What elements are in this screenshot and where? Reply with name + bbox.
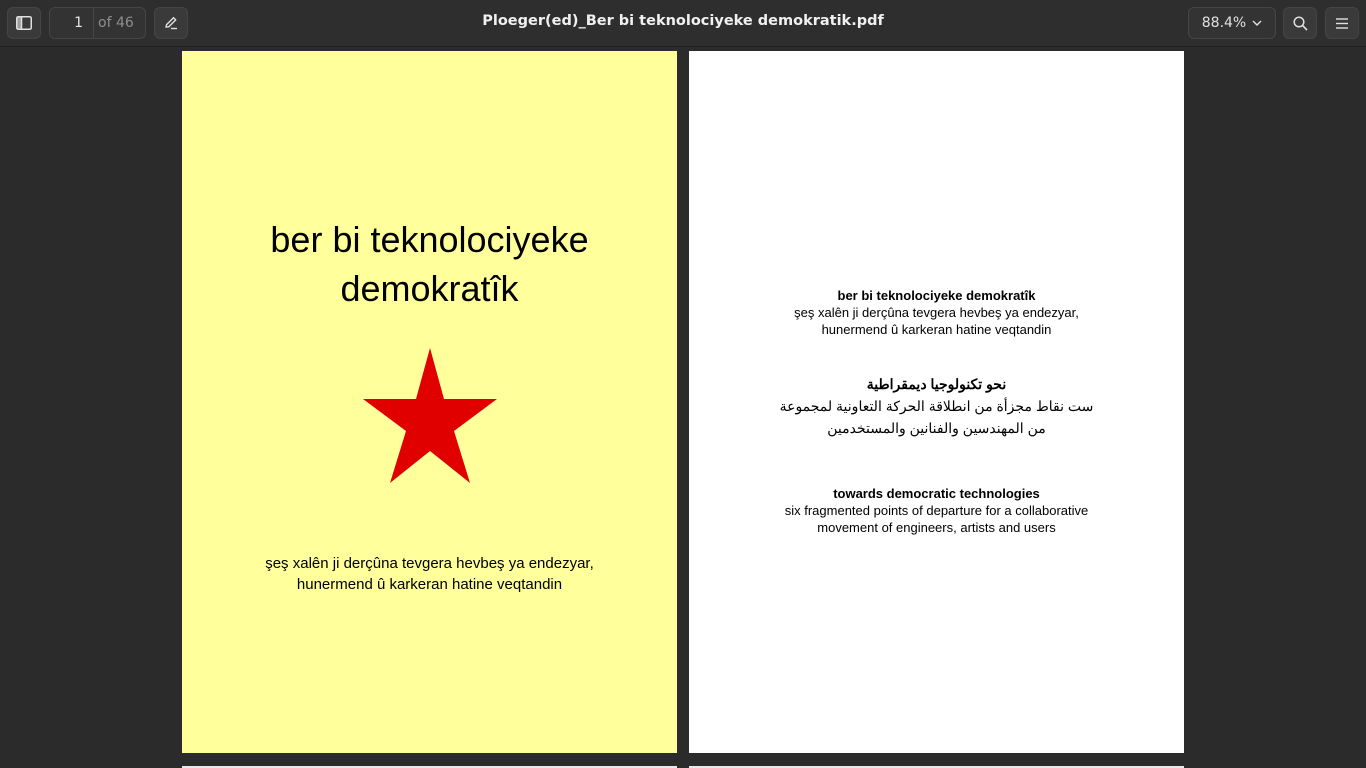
page-total-label: of 46 bbox=[98, 15, 134, 31]
cover-subtitle-line: hunermend û karkeran hatine veqtandin bbox=[296, 576, 563, 593]
arabic-title-block bbox=[689, 373, 1184, 439]
english-heading: towards democratic technologies bbox=[833, 486, 1040, 501]
cover-subtitle-line: şeş xalên ji derçûna tevgera hevbeş ya endezyar, bbox=[265, 555, 594, 572]
search-button[interactable] bbox=[1283, 7, 1317, 39]
pdf-page-title bbox=[689, 51, 1184, 753]
kurdish-heading: ber bi teknolociyeke demokratîk bbox=[837, 288, 1036, 303]
english-line: six fragmented points of departure for a collaborative bbox=[784, 503, 1089, 518]
cover-title-line: demokratîk bbox=[340, 268, 519, 309]
cover-title bbox=[182, 215, 677, 313]
zoom-dropdown[interactable] bbox=[1188, 7, 1276, 39]
zoom-value: 88.4% bbox=[1201, 15, 1247, 31]
page-number-input[interactable]: 1 bbox=[50, 8, 94, 38]
red-star-icon bbox=[362, 347, 498, 485]
pdf-page-cover bbox=[182, 51, 677, 753]
hamburger-menu-icon bbox=[1336, 18, 1348, 29]
menu-button[interactable] bbox=[1325, 7, 1359, 39]
arabic-heading: نحو تكنولوجيا ديمقراطية bbox=[866, 376, 1007, 392]
kurdish-title-block bbox=[689, 287, 1184, 338]
arabic-line: ست نقاط مجزأة من انطلاقة الحركة التعاونية لمجموعة bbox=[779, 398, 1094, 414]
cover-title-line: ber bi teknolociyeke bbox=[270, 219, 589, 260]
arabic-line: من المهندسين والفنانين والمستخدمين bbox=[827, 420, 1046, 436]
cover-subtitle bbox=[182, 553, 677, 595]
kurdish-line: hunermend û karkeran hatine veqtandin bbox=[821, 322, 1052, 337]
search-icon bbox=[1293, 16, 1308, 31]
document-title: Ploeger(ed)_Ber bi teknolociyeke demokratik.pdf bbox=[482, 13, 884, 29]
toolbar bbox=[0, 0, 1366, 47]
english-line: movement of engineers, artists and users bbox=[817, 520, 1056, 535]
english-title-block bbox=[689, 485, 1184, 536]
chevron-down-icon bbox=[1252, 20, 1262, 26]
kurdish-line: şeş xalên ji derçûna tevgera hevbeş ya endezyar, bbox=[794, 305, 1079, 320]
